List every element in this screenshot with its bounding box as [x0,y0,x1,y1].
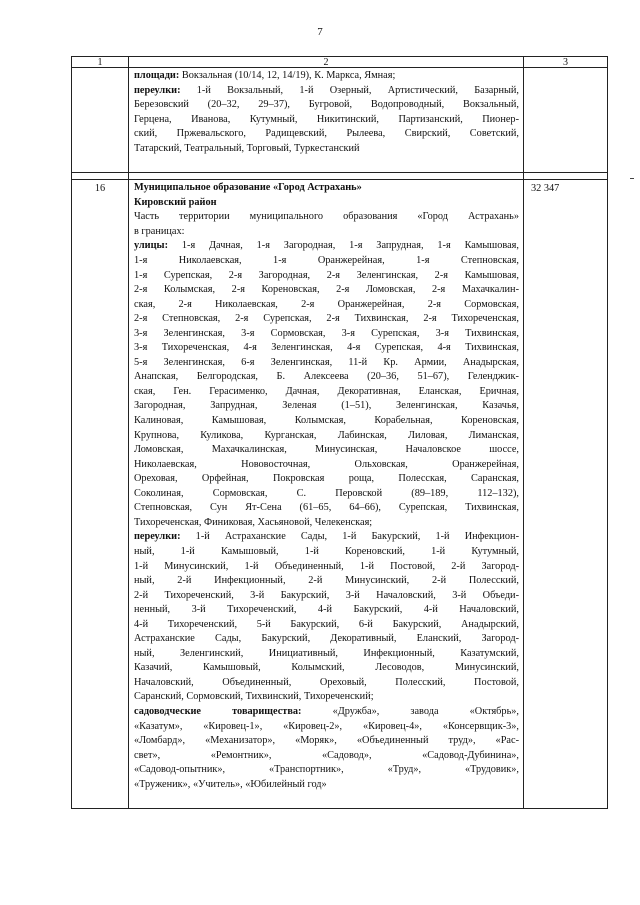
lane-line: Началовский, Объединенный, Ореховый, Полесский, Постовой, [134,676,519,688]
street-line: ская, Ген. Герасименко, Дачная, Декоративная, Еланская, Еричная, [134,385,519,397]
page-number: 7 [317,26,323,38]
garden-line: «Ломбард», «Механизатор», «Моряк», «Объединенный труд», «Рас- [134,735,519,747]
column-header-2: 2 [129,57,524,68]
garden-line: «Казатум», «Кировец-1», «Кировец-2», «Кировец-4», «Консервщик-3», [134,720,519,732]
street-line: 5-я Зеленгинская, 6-я Зеленгинская, 11-й Кр. Армии, Анадырская, [134,356,519,368]
street-line: 1-я Николаевская, 1-я Оранжерейная, 1-я Степновская, [134,255,519,267]
intro-line-1: Часть территории муниципального образования «Город Астрахань» [134,211,519,223]
population-cell [524,68,608,173]
prev-line: Герцена, Иванова, Кутумный, Никитинский, Партизанский, Пионер- [134,113,519,125]
intro-line-2: в границах: [134,225,185,237]
street-line: Калиновая, Камышовая, Колымская, Корабельная, Кореновская, [134,415,519,427]
garden-line: «Труженик», «Учитель», «Юбилейный год» [134,778,327,790]
gardens-list [134,705,519,792]
lane-line: 1-й Минусинский, 1-й Объединенный, 1-й Постовой, 2-й Загород- [134,560,519,572]
district-title: Кировский район [134,196,217,208]
street-line: Степновская, Сун Ят-Сена (61–65, 64–66), Сурепская, Тихвинская, [134,502,519,514]
lane-line: ный, 2-й Инфекционный, 2-й Минусинский, 2-й Полесский, [134,575,519,587]
table-header-row [72,57,608,68]
garden-line: свет», «Ремонтник», «Садовод», «Садовод-Дубинина», [134,749,519,761]
street-line: Николаевская, Нововосточная, Ольховская, Оранжерейная, [134,458,519,470]
population-value: 32 347 [524,180,608,809]
lane-line: ный, Зеленгинский, Инициативный, Инфекционный, Казатумский, [134,647,519,659]
prev-line: переулки: 1-й Вокзальный, 1-й Озерный, Артистический, Базарный, [134,84,519,96]
table-row-continued [72,68,608,173]
street-line: ская, 2-я Николаевская, 2-я Оранжерейная, 2-я Сормовская, [134,298,519,310]
lane-line: переулки: 1-й Астраханские Сады, 1-й Бакурский, 1-й Инфекцион- [134,531,519,543]
street-line: улицы: 1-я Дачная, 1-я Загородная, 1-я Запрудная, 1-я Камышовая, [134,240,519,252]
streets-list [134,239,519,530]
street-line: Крупнова, Куликова, Курганская, Лабинская, Лиловая, Лиманская, [134,429,519,441]
prev-line: Татарский, Театральный, Торговый, Туркестанский [134,142,360,154]
lane-line: Саранский, Сормовский, Тихвинский, Тихореченский; [134,691,374,703]
prev-line: площади: Вокзальная (10/14, 12, 14/19), К. Маркса, Ямная; [134,70,396,81]
lane-line: ненный, 3-й Тихореченский, 4-й Бакурский, 4-й Началовский, [134,604,519,616]
lanes-list [134,530,519,705]
street-line: Анапская, Белгородская, Б. Алексеева (20–36, 51–67), Геленджик- [134,371,519,383]
column-header-1: 1 [72,57,129,68]
table-row-16 [72,180,608,809]
districts-table [71,56,608,809]
territory-cell [129,68,524,173]
lane-line: 2-й Тихореченский, 3-й Бакурский, 3-й Началовский, 3-й Объеди- [134,589,519,601]
row-separator [72,173,608,180]
prev-line: Березовский (20–32, 29–37), Бугровой, Водопроводный, Вокзальный, [134,99,519,111]
margin-mark [630,178,634,179]
column-header-3: 3 [524,57,608,68]
garden-line: «Садовод-опытник», «Транспортник», «Труд», «Трудовик», [134,764,519,776]
lane-line: 4-й Тихореченский, 5-й Бакурский, 6-й Бакурский, Анадырский, [134,618,519,630]
street-line: Ломовская, Махачкалинская, Минусинская, Началовское шоссе, [134,444,519,456]
street-line: Загородная, Запрудная, Зеленая (1–51), Зеленгинская, Казачья, [134,400,519,412]
lane-line: Казачий, Камышовый, Колымский, Лесоводов, Минусинский, [134,662,519,674]
prev-line: ский, Пржевальского, Радищевский, Рылеева, Свирский, Советский, [134,128,519,140]
street-line: Ореховая, Орфейная, Покровская роща, Полесская, Саранская, [134,473,519,485]
street-line: 3-я Зеленгинская, 3-я Сормовская, 3-я Сурепская, 3-я Тихвинская, [134,327,519,339]
row-number: 16 [72,180,129,809]
lane-line: ный, 1-й Камышовый, 1-й Кореновский, 1-й Кутумный, [134,545,519,557]
street-line: Соколиная, Сормовская, С. Перовской (89–189, 112–132), [134,487,519,499]
street-line: 3-я Тихореченская, 4-я Зеленгинская, 4-я Сурепская, 4-я Тихвинская, [134,342,519,354]
street-line: 2-я Степновская, 2-я Сурепская, 2-я Тихвинская, 2-я Тихореченская, [134,313,519,325]
lane-line: Астраханские Сады, Бакурский, Декоративный, Еланский, Загород- [134,633,519,645]
street-line: 1-я Сурепская, 2-я Загородная, 2-я Зеленгинская, 2-я Камышовая, [134,269,519,281]
street-line: 2-я Колымская, 2-я Кореновская, 2-я Ломовская, 2-я Махачкалин- [134,284,519,296]
municipality-title: Муниципальное образование «Город Астрахань» [134,182,362,194]
garden-line: садоводческие товарищества: «Дружба», завода «Октябрь», [134,705,519,717]
street-line: Тихореченская, Финиковая, Хасьяновой, Челекенская; [134,516,373,528]
row-number-cell [72,68,129,173]
territory-cell-16 [129,180,524,809]
